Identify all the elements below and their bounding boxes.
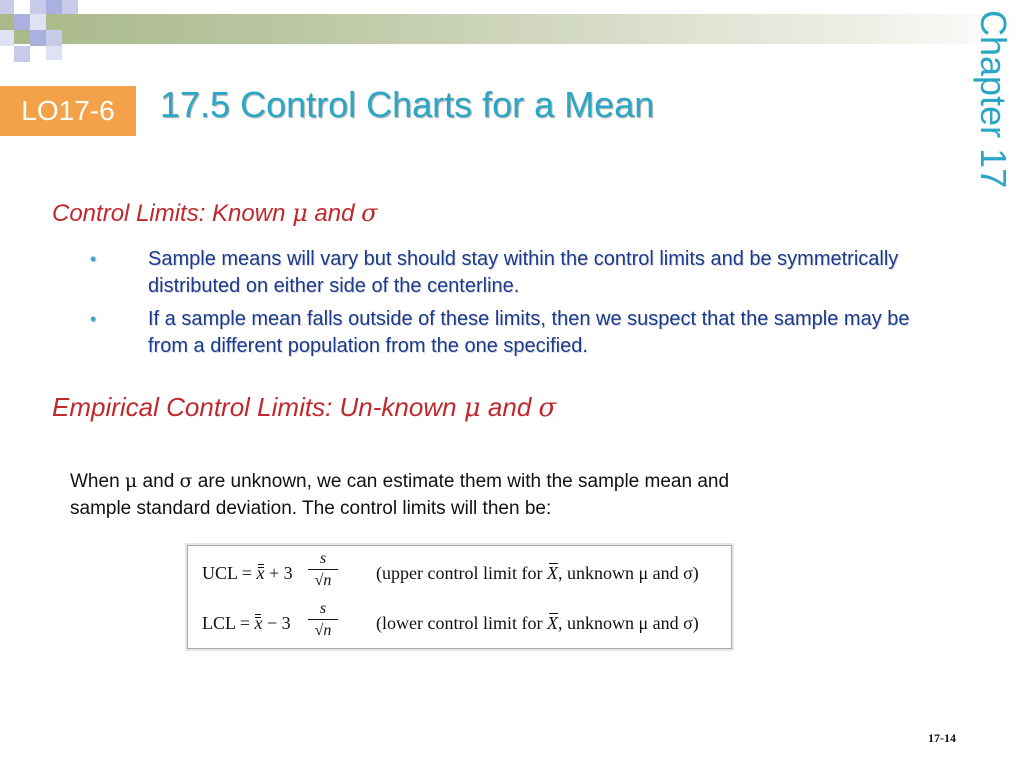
decor-square — [14, 14, 30, 30]
decor-square — [46, 30, 62, 46]
section-heading-unknown: Empirical Control Limits: Un-known μ and σ — [52, 392, 557, 423]
decor-square — [46, 46, 62, 60]
decor-square — [30, 14, 46, 30]
chapter-label — [962, 10, 1022, 210]
bullet-icon: • — [90, 249, 97, 269]
section-heading-known: Control Limits: Known μ and σ — [52, 199, 378, 227]
learning-objective-badge: LO17-6 — [0, 86, 136, 136]
bullet-list — [90, 246, 950, 366]
control-limit-formulas: UCL = x + 3 s √n (upper control limit for X, unknown μ and σ) LCL = x − 3 s √n (lower control limit for X, unknown μ and σ) — [187, 545, 732, 649]
empirical-description: When μ and σ are unknown, we can estimate them with the sample mean and sample standard deviation. The control limits will then be: — [70, 470, 730, 519]
chapter-label-text: Chapter 17 — [973, 10, 1014, 189]
decor-square — [30, 0, 46, 14]
decor-square — [46, 0, 62, 14]
list-item: • If a sample mean falls outside of these limits, then we suspect that the sample may be from a different population from the one specified. — [90, 308, 910, 357]
decor-square — [14, 46, 30, 62]
bullet-icon: • — [90, 309, 97, 329]
slide-title: 17.5 Control Charts for a Mean — [160, 84, 655, 125]
decor-square — [30, 30, 46, 46]
list-item: • Sample means will vary but should stay within the control limits and be symmetrically distributed on either side of the centerline. — [90, 248, 899, 297]
sigma-fraction: s √n — [308, 550, 338, 591]
decor-square — [0, 0, 14, 14]
sigma-fraction: s √n — [308, 600, 338, 641]
decor-square — [62, 0, 78, 14]
slide-number: 17-14 — [928, 731, 956, 745]
decor-square — [0, 30, 14, 46]
header-gradient-bar — [0, 14, 1024, 44]
